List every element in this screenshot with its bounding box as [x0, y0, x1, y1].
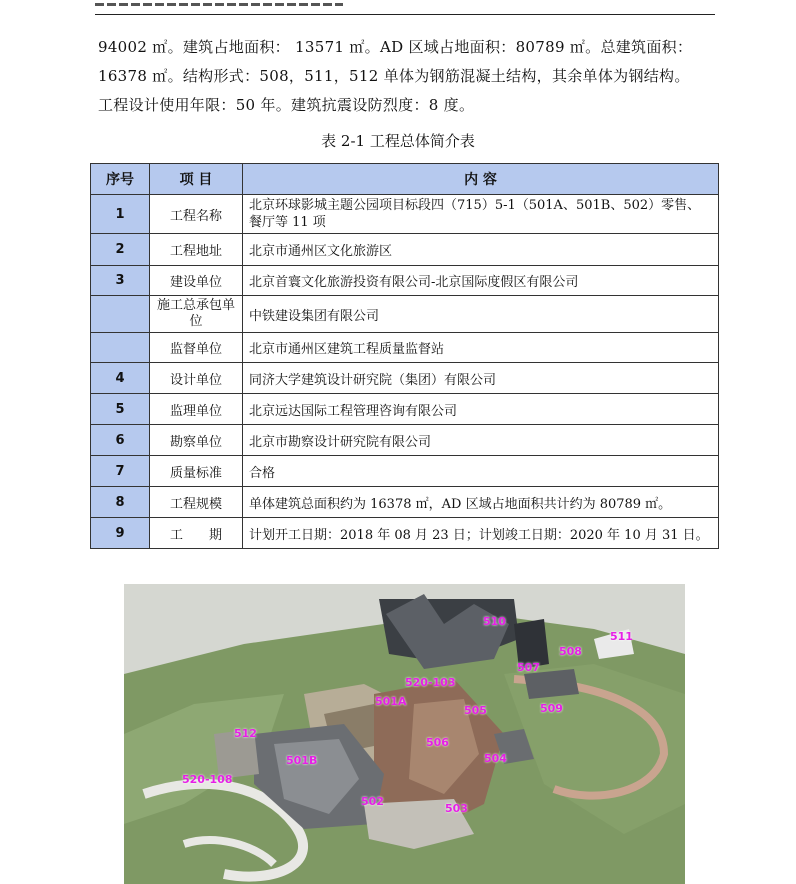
row-content: 北京市勘察设计研究院有限公司: [243, 425, 719, 456]
row-content: 单体建筑总面积约为 16378 ㎡，AD 区域占地面积共计约为 80789 ㎡。: [243, 487, 719, 518]
row-seq: 2: [91, 234, 150, 266]
row-item: 工 期: [150, 518, 243, 549]
label-504: 504: [484, 752, 507, 765]
header-content: 内 容: [243, 164, 719, 195]
table-row: [91, 195, 719, 234]
table-row: [91, 394, 719, 425]
label-507: 507: [517, 661, 540, 674]
table-header-row: [91, 164, 719, 195]
row-item: 工程名称: [150, 195, 243, 234]
label-505: 505: [464, 704, 487, 717]
row-item: 工程规模: [150, 487, 243, 518]
header-rule: [95, 14, 715, 15]
label-503: 503: [445, 802, 468, 815]
table-row: [91, 425, 719, 456]
header-seq: 序号: [91, 164, 150, 195]
label-506: 506: [426, 736, 449, 749]
row-content: 中铁建设集团有限公司: [243, 296, 719, 333]
row-content: 北京市通州区文化旅游区: [243, 234, 719, 266]
row-seq: [91, 333, 150, 363]
label-502: 502: [361, 795, 384, 808]
table-row: [91, 296, 719, 333]
row-item: 设计单位: [150, 363, 243, 394]
row-content: 北京市通州区建筑工程质量监督站: [243, 333, 719, 363]
label-520-103: 520-103: [405, 676, 456, 689]
row-seq: 5: [91, 394, 150, 425]
row-content: 北京环球影城主题公园项目标段四（715）5-1（501A、501B、502）零售、餐厅等 11 项: [243, 195, 719, 234]
row-seq: 9: [91, 518, 150, 549]
row-item: 建设单位: [150, 266, 243, 296]
table-row: [91, 266, 719, 296]
table-caption: 表 2-1 工程总体简介表: [321, 132, 475, 150]
label-501a: 501A: [375, 695, 407, 708]
paragraph-line-1: 94002 ㎡。建筑占地面积： 13571 ㎡。AD 区域占地面积：80789 ㎡。总建筑面积：: [98, 38, 693, 56]
row-item: 工程地址: [150, 234, 243, 266]
row-item: 质量标准: [150, 456, 243, 487]
project-overview-table: [90, 163, 719, 549]
label-520-108: 520-108: [182, 773, 233, 786]
row-seq: 3: [91, 266, 150, 296]
row-seq: 8: [91, 487, 150, 518]
row-seq: [91, 296, 150, 333]
paragraph-line-3: 工程设计使用年限：50 年。建筑抗震设防烈度：8 度。: [98, 96, 475, 114]
table-row: [91, 333, 719, 363]
label-509: 509: [540, 702, 563, 715]
site-rendering-image: [124, 584, 685, 884]
row-item: 监督单位: [150, 333, 243, 363]
label-501b: 501B: [286, 754, 318, 767]
label-510: 510: [483, 615, 506, 628]
row-content: 计划开工日期：2018 年 08 月 23 日；计划竣工日期：2020 年 10 月 31 日。: [243, 518, 719, 549]
table-row: [91, 234, 719, 266]
row-content: 北京远达国际工程管理咨询有限公司: [243, 394, 719, 425]
row-item: 施工总承包单位: [150, 296, 243, 333]
running-header-fragment: [95, 0, 715, 10]
row-content: 北京首寰文化旅游投资有限公司-北京国际度假区有限公司: [243, 266, 719, 296]
label-512: 512: [234, 727, 257, 740]
row-seq: 6: [91, 425, 150, 456]
table-row: [91, 456, 719, 487]
label-511: 511: [610, 630, 633, 643]
row-item: 勘察单位: [150, 425, 243, 456]
table-row: [91, 363, 719, 394]
site-rendering-drawing: [124, 584, 685, 884]
row-seq: 1: [91, 195, 150, 234]
row-seq: 4: [91, 363, 150, 394]
table-row: [91, 518, 719, 549]
row-item: 监理单位: [150, 394, 243, 425]
label-508: 508: [559, 645, 582, 658]
row-seq: 7: [91, 456, 150, 487]
table-row: [91, 487, 719, 518]
row-content: 合格: [243, 456, 719, 487]
row-content: 同济大学建筑设计研究院（集团）有限公司: [243, 363, 719, 394]
header-item: 项 目: [150, 164, 243, 195]
paragraph-line-2: 16378 ㎡。结构形式：508，511，512 单体为钢筋混凝土结构，其余单体为钢结构。: [98, 67, 690, 85]
